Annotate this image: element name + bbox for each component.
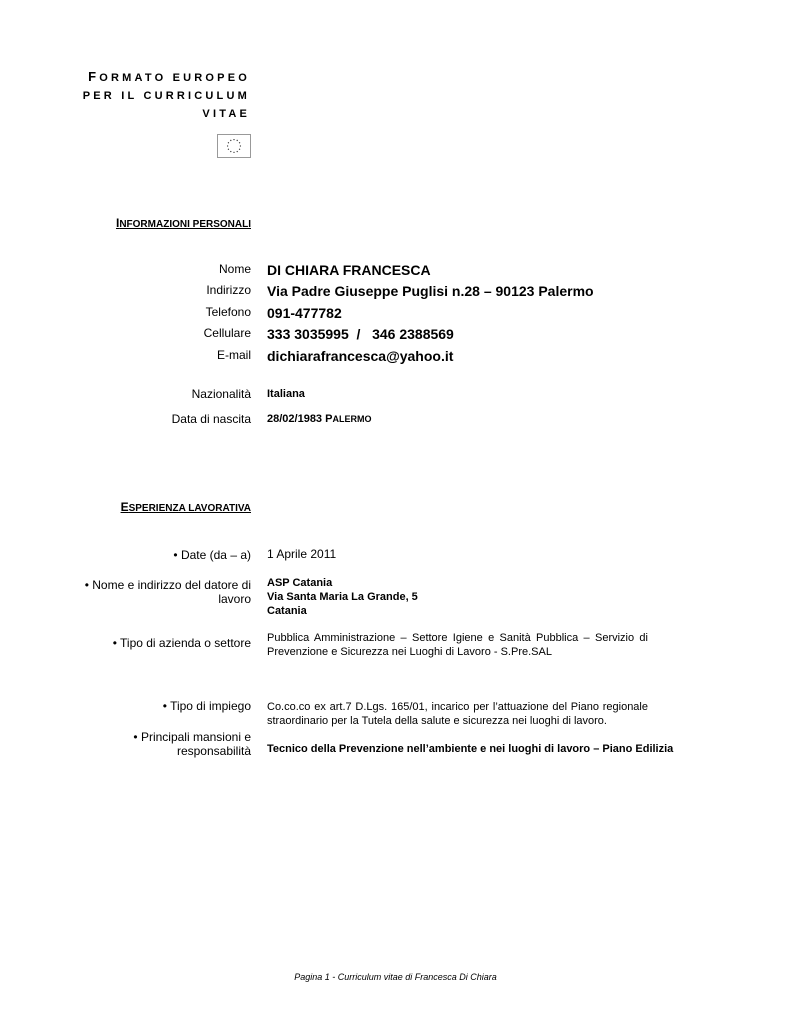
employer-city: Catania: [267, 605, 307, 617]
title-line-2: PER IL CURRICULUM: [82, 90, 250, 102]
employer-value: [267, 576, 418, 618]
work-dates-value: 1 Aprile 2011: [267, 547, 337, 561]
name-label: Nome: [218, 262, 251, 276]
title-line-3: VITAE: [202, 108, 250, 120]
flag-star: [230, 151, 231, 152]
address-label: Indirizzo: [206, 283, 251, 297]
eu-stars-icon: [218, 135, 250, 157]
employer-street: Via Santa Maria La Grande, 5: [267, 591, 418, 603]
flag-star: [237, 140, 238, 141]
sector-value: Pubblica Amministrazione – Settore Igiene e Sanità Pubblica – Servizio di Prevenzione e Sicurezza nei Luoghi di Lavoro - S.Pre.SAL: [267, 632, 648, 658]
section-personal-info: INFORMAZIONI PERSONALI: [115, 216, 251, 230]
employer-label: [60, 578, 251, 606]
birth-place-rest: ALERMO: [332, 414, 372, 424]
email-label: E-mail: [216, 348, 251, 362]
work-dates-label: • Date (da – a): [173, 548, 251, 562]
page-footer: Pagina 1 - Curriculum vitae di Francesca Di Chiara: [294, 972, 497, 982]
flag-star: [239, 149, 240, 150]
employment-type-label: • Tipo di impiego: [162, 699, 251, 713]
flag-star: [239, 142, 240, 143]
duties-label: • Principali mansioni e responsabilità: [133, 730, 251, 758]
employer-label-line-2: lavoro: [218, 592, 251, 606]
flag-star: [233, 152, 234, 153]
eu-flag-logo: [217, 134, 251, 158]
flag-star: [237, 151, 238, 152]
nationality-value: Italiana: [267, 388, 305, 400]
birth-date: 28/02/1983: [267, 413, 323, 425]
mobile-value: 333 3035995 / 346 2388569: [267, 326, 454, 342]
sector-label: • Tipo di azienda o settore: [112, 636, 251, 650]
employer-name: ASP Catania: [267, 577, 333, 589]
duties-value: Tecnico della Prevenzione nell’ambiente e nei luoghi di lavoro – Piano Edilizia: [267, 743, 674, 755]
employer-label-line-1: • Nome e indirizzo del datore di: [84, 578, 251, 592]
flag-star: [228, 149, 229, 150]
address-value: Via Padre Giuseppe Puglisi n.28 – 90123 Palermo: [267, 283, 594, 299]
flag-star: [228, 142, 229, 143]
birth-place-initial: P: [325, 413, 333, 425]
flag-star: [240, 145, 241, 146]
email-value: dichiarafrancesca@yahoo.it: [267, 348, 454, 364]
birth-value: [267, 413, 371, 425]
flag-star: [227, 145, 228, 146]
nationality-label: Nazionalità: [191, 387, 251, 401]
section-work-experience: ESPERIENZA LAVORATIVA: [120, 500, 251, 514]
mobile-label: Cellulare: [203, 326, 251, 340]
title-line-1: FORMATO EUROPEO: [88, 69, 250, 84]
cv-format-title: [0, 68, 250, 123]
phone-label: Telefono: [205, 305, 251, 319]
birth-label: Data di nascita: [171, 412, 251, 426]
phone-value: 091-477782: [267, 305, 342, 321]
employment-type-value: Co.co.co ex art.7 D.Lgs. 165/01, incarico per l’attuazione del Piano regionale straordinario per la Tutela della salute e sicurezza nei luoghi di lavoro.: [267, 701, 648, 727]
name-value: DI CHIARA FRANCESCA: [267, 262, 431, 278]
flag-star: [233, 139, 234, 140]
flag-star: [230, 140, 231, 141]
